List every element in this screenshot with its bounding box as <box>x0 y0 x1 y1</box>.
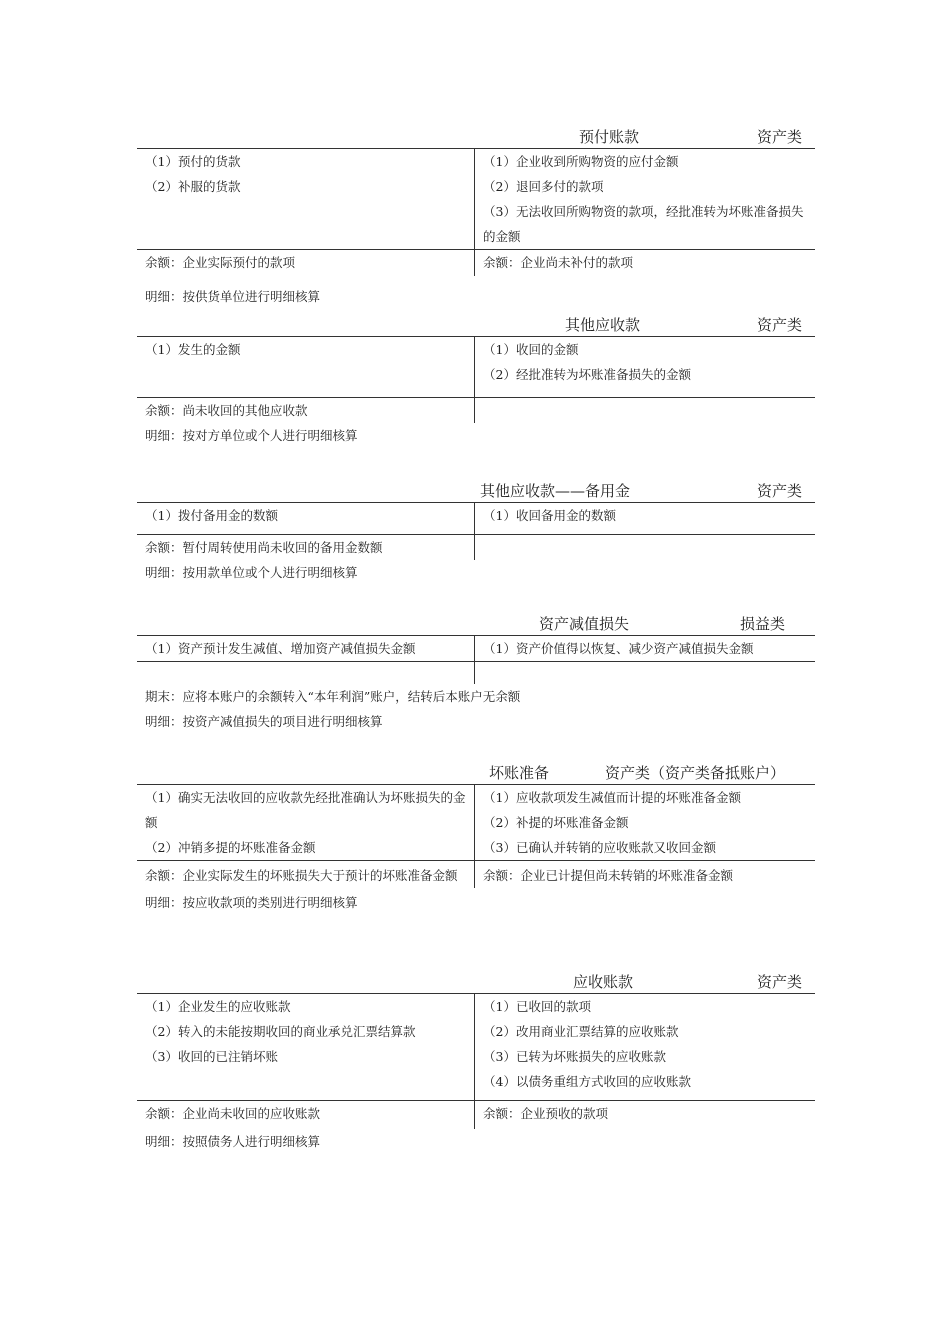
credit-entry: （1）已收回的款项 <box>483 999 591 1014</box>
t-account-table <box>137 784 815 888</box>
debit-entry: （3）收回的已注销坏账 <box>145 1049 278 1064</box>
account-note: 期末：应将本账户的余额转入“本年利润”账户，结转后本账户无余额 <box>145 689 521 704</box>
t-account-table <box>137 502 815 560</box>
account-name: 其他应收款——备用金 <box>480 482 631 500</box>
account-title-row <box>137 762 815 784</box>
account-name: 坏账准备 <box>489 764 550 782</box>
t-account-table <box>137 148 815 276</box>
account-note: 明细：按照债务人进行明细核算 <box>145 1134 321 1149</box>
account-category: 损益类 <box>740 615 786 633</box>
credit-entries <box>475 994 815 1100</box>
t-account-petty-cash <box>137 480 815 585</box>
debit-entry: （1）发生的金额 <box>145 342 241 357</box>
debit-entry: （1）确实无法收回的应收款先经批准确认为坏账损失的金额 <box>145 790 466 830</box>
account-name: 资产减值损失 <box>539 615 630 633</box>
account-title-row <box>137 971 815 993</box>
credit-entries <box>475 149 815 249</box>
account-category: 资产类 <box>757 973 803 991</box>
credit-entries <box>475 337 815 397</box>
debit-entry: （2）转入的未能按期收回的商业承兑汇票结算款 <box>145 1024 416 1039</box>
debit-balance: 余额：企业实际预付的款项 <box>137 250 475 276</box>
t-account-table <box>137 993 815 1129</box>
account-name: 其他应收款 <box>565 316 641 334</box>
credit-entry: （2）退回多付的款项 <box>483 179 604 194</box>
credit-balance: 余额：企业预收的款项 <box>483 1106 609 1121</box>
t-account-accounts-receivable <box>137 971 815 1154</box>
credit-entry: （3）已确认并转销的应收账款又收回金额 <box>483 840 716 855</box>
credit-entry: （1）收回的金额 <box>483 342 579 357</box>
debit-balance: 余额：尚未收回的其他应收款 <box>137 398 475 423</box>
credit-balance <box>475 398 815 423</box>
debit-entry: （1）资产预计发生减值、增加资产减值损失金额 <box>145 641 416 656</box>
t-account-prepayments <box>137 126 815 309</box>
account-title-row <box>137 126 815 148</box>
credit-entries <box>475 785 815 860</box>
debit-entry: （1）预付的货款 <box>145 154 241 169</box>
credit-entries <box>475 503 815 534</box>
debit-entries <box>137 149 475 249</box>
credit-entry: （1）收回备用金的数额 <box>483 508 616 523</box>
account-note: 明细：按对方单位或个人进行明细核算 <box>145 428 358 443</box>
credit-entry: （2）补提的坏账准备金额 <box>483 815 629 830</box>
credit-entry: （4）以债务重组方式收回的应收账款 <box>483 1074 691 1089</box>
credit-entry: （1）企业收到所购物资的应付金额 <box>483 154 679 169</box>
credit-balance <box>475 662 815 684</box>
debit-balance: 余额：暂付周转使用尚未收回的备用金数额 <box>137 535 475 560</box>
account-category: 资产类 <box>757 128 803 146</box>
account-title-row <box>137 314 815 336</box>
t-account-table <box>137 635 815 684</box>
credit-entry: （1）资产价值得以恢复、减少资产减值损失金额 <box>483 641 754 656</box>
credit-balance: 余额：企业尚未补付的款项 <box>483 255 634 270</box>
credit-balance: 余额：企业已计提但尚未转销的坏账准备金额 <box>483 868 734 883</box>
account-note: 明细：按用款单位或个人进行明细核算 <box>145 565 358 580</box>
credit-entry: （3）无法收回所购物资的款项，经批准转为坏账准备损失的金额 <box>483 204 804 244</box>
debit-entry: （1）企业发生的应收账款 <box>145 999 291 1014</box>
t-account-table <box>137 336 815 423</box>
t-account-impairment-loss <box>137 613 815 734</box>
debit-entries <box>137 636 475 661</box>
t-account-bad-debt-allowance <box>137 762 815 915</box>
debit-entries <box>137 337 475 397</box>
debit-entries <box>137 994 475 1100</box>
account-name: 预付账款 <box>579 128 640 146</box>
debit-balance: 余额：企业实际发生的坏账损失大于预计的坏账准备金额 <box>137 861 475 888</box>
debit-entry: （2）补服的货款 <box>145 179 241 194</box>
debit-entry: （1）拨付备用金的数额 <box>145 508 278 523</box>
credit-entry: （1）应收款项发生减值而计提的坏账准备金额 <box>483 790 741 805</box>
credit-entry: （2）经批准转为坏账准备损失的金额 <box>483 367 691 382</box>
account-name: 应收账款 <box>573 973 634 991</box>
debit-balance <box>137 662 475 684</box>
debit-balance: 余额：企业尚未收回的应收账款 <box>137 1101 475 1129</box>
account-note: 明细：按资产减值损失的项目进行明细核算 <box>145 714 383 729</box>
debit-entries <box>137 785 475 860</box>
account-title-row <box>137 613 815 635</box>
credit-entry: （2）改用商业汇票结算的应收账款 <box>483 1024 679 1039</box>
account-category: 资产类（资产类备抵账户） <box>605 764 786 782</box>
account-title-row <box>137 480 815 502</box>
account-note: 明细：按供货单位进行明细核算 <box>145 289 321 304</box>
t-account-other-receivables <box>137 314 815 448</box>
credit-entries <box>475 636 815 661</box>
credit-balance <box>475 535 815 560</box>
debit-entry: （2）冲销多提的坏账准备金额 <box>145 840 316 855</box>
credit-entry: （3）已转为坏账损失的应收账款 <box>483 1049 666 1064</box>
account-category: 资产类 <box>757 316 803 334</box>
debit-entries <box>137 503 475 534</box>
account-note: 明细：按应收款项的类别进行明细核算 <box>145 895 358 910</box>
account-category: 资产类 <box>757 482 803 500</box>
